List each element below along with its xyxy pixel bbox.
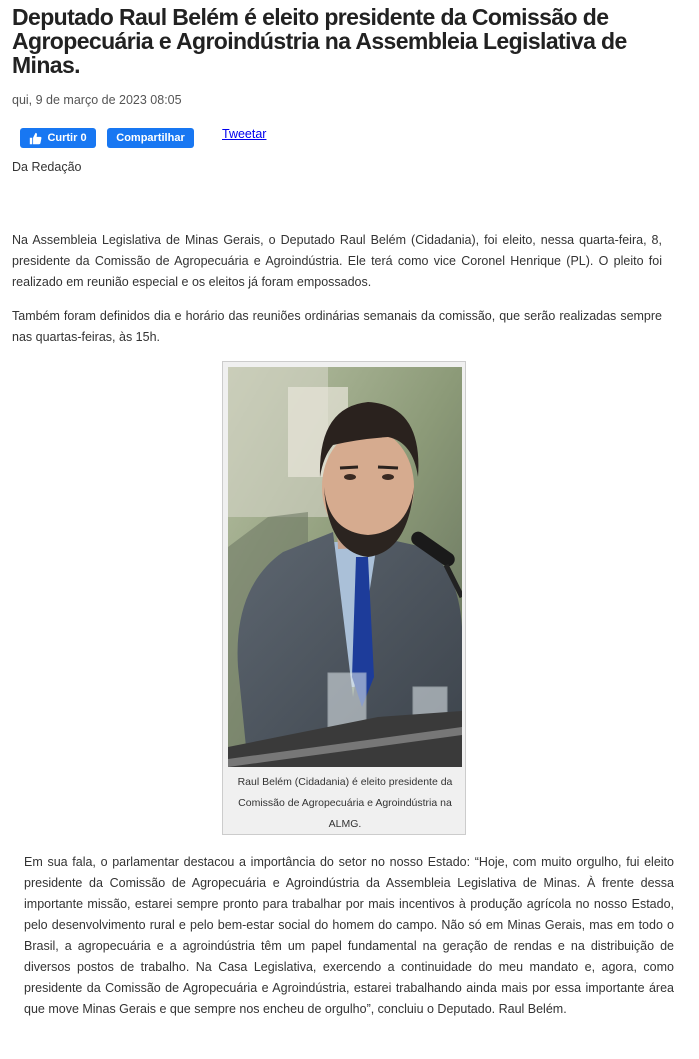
tweet-link[interactable]: Tweetar [222,127,267,141]
article-date: qui, 9 de março de 2023 08:05 [12,93,182,107]
facebook-share-button[interactable] [107,128,194,148]
paragraph-2: Também foram definidos dia e horário das reuniões ordinárias semanais da comissão, que serão realizadas sempre nas quartas-feiras, às 15h. [12,309,662,344]
share-label: Compartilhar [116,132,185,144]
portrait-photo [228,367,462,767]
like-label: Curtir 0 [47,132,87,144]
photo-caption: Raul Belém (Cidadania) é eleito presidente da Comissão de Agropecuária e Agroindústria na ALMG. [237,776,453,830]
article-title: Deputado Raul Belém é eleito presidente da Comissão de Agropecuária e Agroindústria na Assembleia Legislativa de Minas. [12,4,627,78]
thumbs-up-icon [29,132,42,145]
byline: Da Redação [12,160,82,174]
facebook-like-button[interactable] [20,128,96,148]
photo-figure [222,361,466,835]
paragraph-1: Na Assembleia Legislativa de Minas Gerais, o Deputado Raul Belém (Cidadania), foi eleito, nessa quarta-feira, 8, presidente da Comissão de Agropecuária e Agroindústria. Ele terá como vice Coronel Henrique (PL). O pleito foi realizado em reunião especial e os eleitos já foram empossados. [12,233,662,289]
paragraph-3: Em sua fala, o parlamentar destacou a importância do setor no nosso Estado: “Hoje, com muito orgulho, fui eleito presidente da Comissão de Agropecuária e Agroindústria da Assembleia Legislativa de Minas. À frente dessa importante missão, estarei sempre pronto para trabalhar por mais incentivos à produção agrícola no nosso Estado, pelo desenvolvimento rural e pelo bem-estar social do homem do campo. Não só em Minas Gerais, mas em todo o Brasil, a agropecuária e a agroindústria têm um papel fundamental na geração de rendas e na distribuição de diversos postos de trabalho. Na Casa Legislativa, exercendo a continuidade do meu mandato e, agora, como presidente da Comissão de Agropecuária e Agroindústria, estarei trabalhando ainda mais por essa importante área que move Minas Gerais e que sempre nos encheu de orgulho”, concluiu o Deputado. Raul Belém. [24,855,674,1016]
